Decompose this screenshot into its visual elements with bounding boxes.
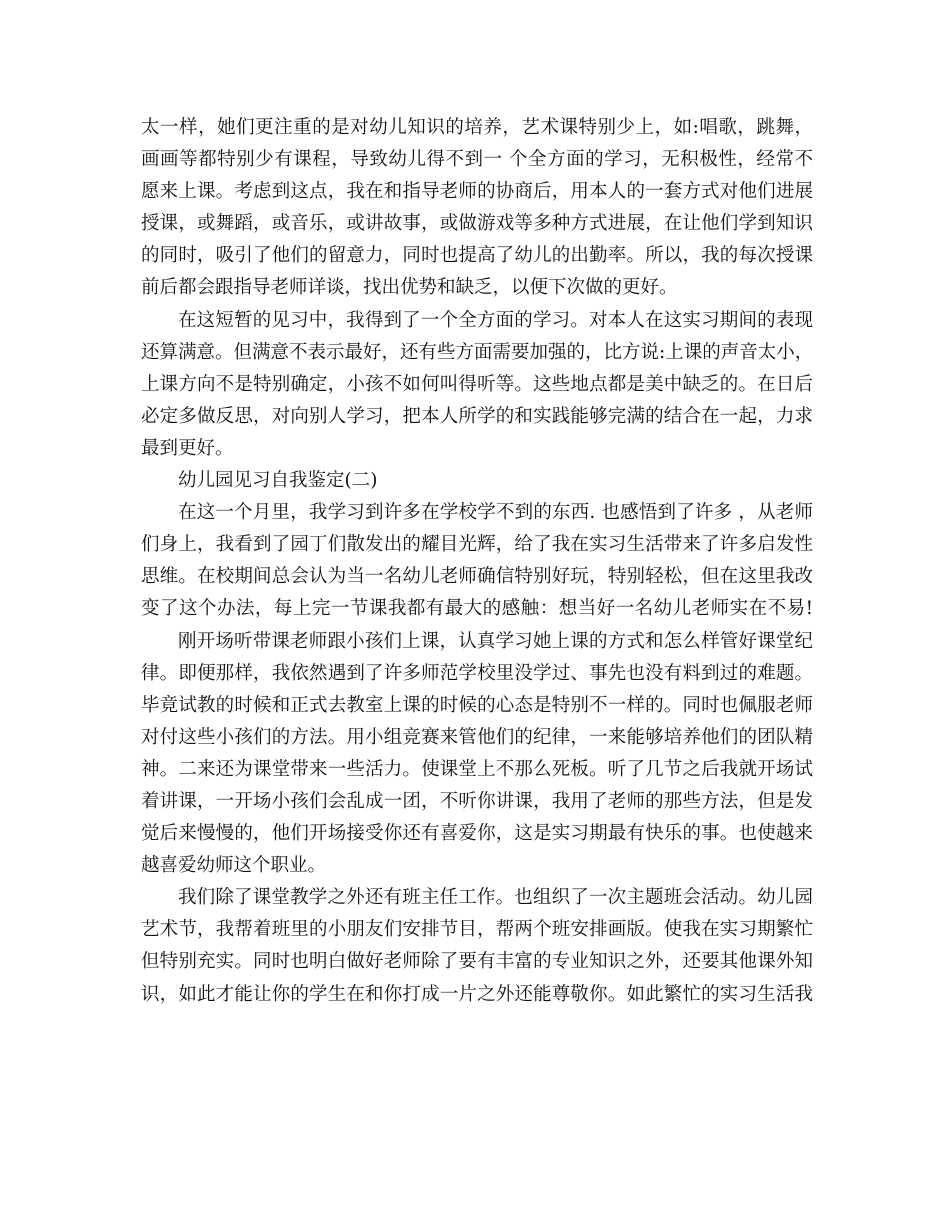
text-line: 上课方向不是特别确定，小孩不如何叫得听等。这些地点都是美中缺乏的。在日后 [141,373,813,395]
text-line: 刚开场听带课老师跟小孩们上课，认真学习她上课的方式和怎么样管好课堂纪 [178,630,813,652]
text-line: 对付这些小孩们的方法。用小组竞赛来管他们的纪律，一来能够培养他们的团队精 [141,726,813,748]
text-line: 思维。在校期间总会认为当一名幼儿老师确信特别好玩，特别轻松，但在这里我改 [141,566,813,588]
text-line: 的同时，吸引了他们的留意力，同时也提高了幼儿的出勤率。所以，我的每次授课 [141,245,813,267]
text-line: 在这一个月里，我学习到许多在学校学不到的东西. 也感悟到了许多 ，从老师 [178,502,813,524]
text-line: 变了这个办法，每上完一节课我都有最大的感触：想当好一名幼儿老师实在不易! [141,598,813,620]
text-line: 毕竟试教的时候和正式去教室上课的时候的心态是特别不一样的。同时也佩服老师 [141,694,813,716]
text-line: 着讲课，一开场小孩们会乱成一团，不听你讲课，我用了老师的那些方法，但是发 [141,790,813,812]
text-line: 幼儿园见习自我鉴定(二) [178,470,378,492]
text-line: 我们除了课堂教学之外还有班主任工作。也组织了一次主题班会活动。幼儿园 [178,887,813,909]
document-body [141,112,813,1011]
text-line: 神。二来还为课堂带来一些活力。使课堂上不那么死板。听了几节之后我就开场试 [141,758,813,780]
text-line: 艺术节，我帮着班里的小朋友们安排节目，帮两个班安排画版。使我在实习期繁忙 [141,919,813,941]
text-line: 必定多做反思，对向别人学习，把本人所学的和实践能够完满的结合在一起，力求 [141,405,813,427]
text-line: 律。即便那样，我依然遇到了许多师范学校里没学过、事先也没有料到过的难题。 [141,662,813,684]
text-line: 觉后来慢慢的，他们开场接受你还有喜爱你，这是实习期最有快乐的事。也使越来 [141,823,813,845]
text-line: 画画等都特别少有课程，导致幼儿得不到一 个全方面的学习，无积极性，经常不 [141,149,813,171]
text-line: 在这短暂的见习中，我得到了一个全方面的学习。对本人在这实习期间的表现 [178,309,813,331]
text-line: 授课，或舞蹈，或音乐，或讲故事，或做游戏等多种方式进展，在让他们学到知识 [141,213,813,235]
text-line: 太一样，她们更注重的是对幼儿知识的培养，艺术课特别少上，如:唱歌，跳舞， [141,117,813,138]
text-line: 愿来上课。考虑到这点，我在和指导老师的协商后，用本人的一套方式对他们进展 [141,181,813,203]
text-line: 越喜爱幼师这个职业。 [141,855,327,877]
text-line: 识，如此才能让你的学生在和你打成一片之外还能尊敬你。如此繁忙的实习生活我 [141,983,813,1005]
text-line: 但特别充实。同时也明白做好老师除了要有丰富的专业知识之外，还要其他课外知 [141,951,813,973]
text-line: 前后都会跟指导老师详谈，找出优势和缺乏，以便下次做的更好。 [141,277,678,299]
text-line: 最到更好。 [141,437,234,459]
text-line: 还算满意。但满意不表示最好，还有些方面需要加强的，比方说:上课的声音太小， [141,341,814,363]
text-line: 们身上，我看到了园丁们散发出的耀目光辉，给了我在实习生活带来了许多启发性 [141,534,813,556]
